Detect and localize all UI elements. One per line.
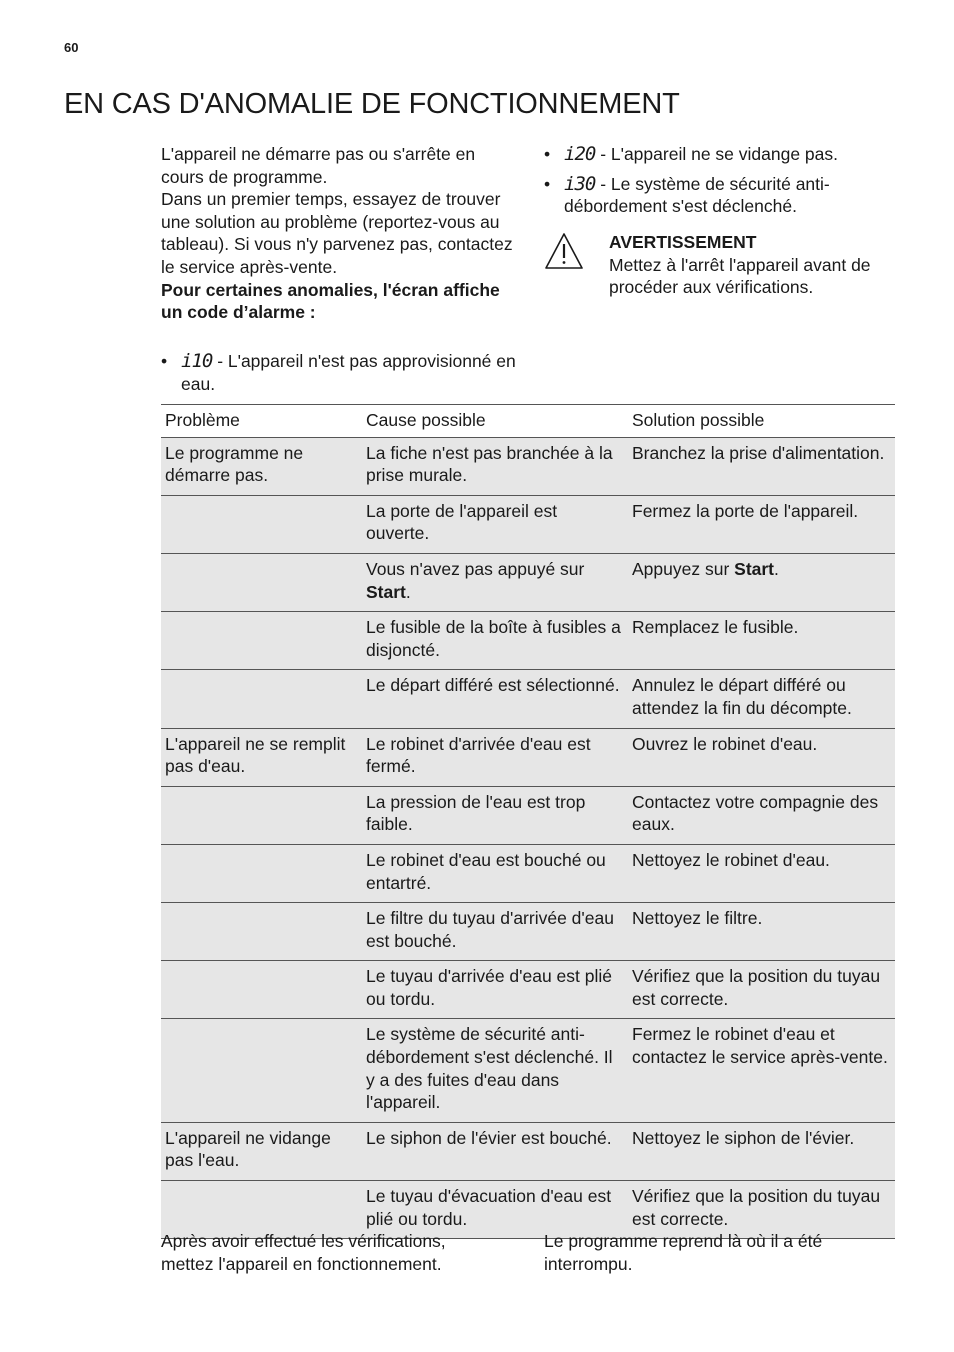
- cell-solution: [628, 553, 895, 611]
- cell-cause: Le robinet d'eau est bouché ou entartré.: [362, 844, 628, 902]
- header-solution: Solution possible: [628, 405, 895, 438]
- cell-cause: Le système de sécurité anti-débordement s'est déclenché. Il y a des fuites d'eau dans l'appareil.: [362, 1019, 628, 1122]
- cell-problem: [161, 903, 362, 961]
- cell-cause: Le filtre du tuyau d'arrivée d'eau est bouché.: [362, 903, 628, 961]
- footer-right-text: Le programme reprend là où il a été interrompu.: [544, 1231, 823, 1274]
- table-row: [161, 612, 895, 670]
- cell-solution: Branchez la prise d'alimentation.: [628, 437, 895, 495]
- cell-solution: Vérifiez que la position du tuyau est correcte.: [628, 1181, 895, 1239]
- alarm-code: i20: [564, 143, 596, 165]
- cell-cause: Le robinet d'arrivée d'eau est fermé.: [362, 728, 628, 786]
- cell-cause: La porte de l'appareil est ouverte.: [362, 495, 628, 553]
- cell-solution: Nettoyez le robinet d'eau.: [628, 844, 895, 902]
- intro-text: [161, 143, 517, 324]
- alarm-code: i30: [564, 172, 596, 195]
- cell-problem: [161, 844, 362, 902]
- warning-triangle-icon: [544, 231, 584, 271]
- cell-problem: [161, 553, 362, 611]
- cell-problem: [161, 670, 362, 728]
- cell-cause: La pression de l'eau est trop faible.: [362, 786, 628, 844]
- cause-text: Vous n'avez pas appuyé sur: [366, 558, 585, 579]
- cause-period: .: [405, 581, 411, 602]
- table-row: [161, 728, 895, 786]
- cell-solution: Vérifiez que la position du tuyau est correcte.: [628, 961, 895, 1019]
- page-number: 60: [64, 40, 79, 55]
- warning-box: [544, 231, 904, 311]
- cell-cause: Le départ différé est sélectionné.: [362, 670, 628, 728]
- solution-text: Appuyez sur: [632, 558, 735, 579]
- cell-cause: [362, 553, 628, 611]
- intro-alarm-heading: Pour certaines anomalies, l'écran affiche un code d’alarme :: [161, 279, 500, 323]
- cell-solution: Remplacez le fusible.: [628, 612, 895, 670]
- header-cause: Cause possible: [362, 405, 628, 438]
- cell-problem: L'appareil ne se remplit pas d'eau.: [161, 728, 362, 786]
- cell-solution: Fermez le robinet d'eau et contactez le service après-vente.: [628, 1019, 895, 1122]
- troubleshooting-table: [161, 404, 895, 1239]
- alarm-list-right: [544, 143, 904, 225]
- cell-problem: [161, 786, 362, 844]
- intro-paragraph-1: L'appareil ne démarre pas ou s'arrête en cours de programme.: [161, 144, 476, 187]
- cell-problem: [161, 612, 362, 670]
- cell-problem: [161, 1019, 362, 1122]
- table-row: [161, 553, 895, 611]
- cell-problem: L'appareil ne vidange pas l'eau.: [161, 1122, 362, 1180]
- alarm-item-i20: [544, 143, 904, 166]
- bullet-icon: •: [544, 173, 551, 194]
- start-label: Start: [366, 581, 406, 602]
- alarm-code: i10: [181, 350, 213, 372]
- alarm-item-i30: [544, 173, 904, 218]
- table-row: [161, 844, 895, 902]
- cell-solution: Contactez votre compagnie des eaux.: [628, 786, 895, 844]
- footer-left-text: Après avoir effectué les vérifications, mettez l'appareil en fonctionnement.: [161, 1231, 446, 1274]
- cell-solution: Fermez la porte de l'appareil.: [628, 495, 895, 553]
- table-row: [161, 670, 895, 728]
- cell-solution: Ouvrez le robinet d'eau.: [628, 728, 895, 786]
- table-row: [161, 903, 895, 961]
- page-title: EN CAS D'ANOMALIE DE FONCTIONNEMENT: [64, 88, 680, 120]
- cell-problem: Le programme ne démarre pas.: [161, 437, 362, 495]
- table-row: [161, 1122, 895, 1180]
- cell-problem: [161, 495, 362, 553]
- solution-period: .: [774, 558, 779, 579]
- table-row: [161, 786, 895, 844]
- intro-paragraph-2: Dans un premier temps, essayez de trouver une solution au problème (reportez-vous au tableau). Si vous n'y parvenez pas, contactez le service après-vente.: [161, 189, 513, 277]
- cell-solution: Nettoyez le siphon de l'évier.: [628, 1122, 895, 1180]
- cell-solution: Annulez le départ différé ou attendez la fin du décompte.: [628, 670, 895, 728]
- cell-cause: Le tuyau d'évacuation d'eau est plié ou tordu.: [362, 1181, 628, 1239]
- alarm-text: - L'appareil n'est pas approvisionné en eau.: [181, 351, 516, 394]
- bullet-icon: •: [544, 144, 551, 164]
- table-row: [161, 495, 895, 553]
- alarm-text: - L'appareil ne se vidange pas.: [595, 144, 838, 164]
- alarm-text: - Le système de sécurité anti-débordement s'est déclenché.: [564, 173, 830, 217]
- start-label: Start: [734, 558, 775, 579]
- cell-cause: Le fusible de la boîte à fusibles a disjoncté.: [362, 612, 628, 670]
- alarm-item-i10: [161, 350, 521, 395]
- cell-solution: Nettoyez le filtre.: [628, 903, 895, 961]
- table-row: [161, 1019, 895, 1122]
- table-row: [161, 437, 895, 495]
- cell-cause: Le tuyau d'arrivée d'eau est plié ou tordu.: [362, 961, 628, 1019]
- table-header-row: [161, 405, 895, 438]
- cell-cause: La fiche n'est pas branchée à la prise murale.: [362, 437, 628, 495]
- bullet-icon: •: [161, 351, 168, 371]
- cell-cause: Le siphon de l'évier est bouché.: [362, 1122, 628, 1180]
- header-problem: Problème: [161, 405, 362, 438]
- cell-problem: [161, 961, 362, 1019]
- table-row: [161, 961, 895, 1019]
- warning-heading: AVERTISSEMENT: [609, 232, 757, 252]
- warning-text: Mettez à l'arrêt l'appareil avant de procéder aux vérifications.: [609, 254, 871, 298]
